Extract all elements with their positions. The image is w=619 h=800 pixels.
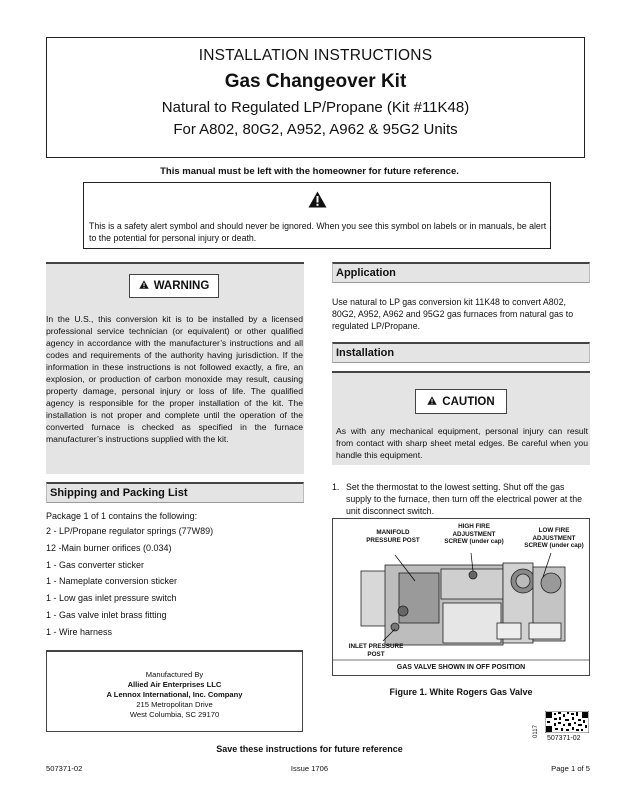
figure-footer: GAS VALVE SHOWN IN OFF POSITION: [396, 664, 526, 671]
footer-doc-number: 507371-02: [46, 764, 83, 773]
warning-triangle-icon: [308, 191, 327, 213]
list-item: 12 -Main burner orifices (0.034): [46, 542, 172, 553]
part-number: 507371-02: [547, 735, 581, 742]
list-item: 1 - Nameplate conversion sticker: [46, 576, 178, 587]
packing-intro: Package 1 of 1 contains the following:: [46, 511, 198, 521]
manufacturer-city: West Columbia, SC 29170: [129, 710, 220, 719]
list-item: 1 - Gas converter sticker: [46, 559, 145, 570]
list-item: 1 - Low gas inlet pressure switch: [46, 593, 177, 604]
list-item: 2 - LP/Propane regulator springs (77W89): [46, 526, 214, 536]
side-code: 0117: [533, 725, 539, 738]
warning-label: WARNING: [153, 280, 210, 292]
doc-title: Gas Changeover Kit: [224, 71, 407, 92]
manufacturer-street: 215 Metropolitan Drive: [136, 700, 213, 709]
low-fire-label: LOW FIRE ADJUSTMENT SCREW (under cap): [524, 527, 584, 549]
warning-triangle-icon: [427, 396, 437, 408]
qr-code-icon: [545, 711, 589, 738]
warning-triangle-icon: [139, 280, 149, 292]
high-fire-label: HIGH FIRE ADJUSTMENT SCREW (under cap): [444, 523, 504, 545]
inlet-pressure-label: INLET PRESSURE POST: [348, 643, 404, 658]
warning-signal-box: [129, 274, 219, 298]
footer-issue: Issue 1706: [290, 764, 329, 773]
installation-heading: Installation: [332, 342, 590, 363]
caution-signal-box: [415, 389, 507, 414]
step-1: [332, 481, 590, 517]
safety-alert-box: [83, 182, 551, 249]
doc-type: INSTALLATION INSTRUCTIONS: [198, 47, 433, 64]
figure-caption: Figure 1. White Rogers Gas Valve: [389, 687, 533, 697]
list-item: 1 - Wire harness: [46, 626, 113, 637]
caution-text: As with any mechanical equipment, personal injury can result from contact with sharp sheet metal edges. Be careful when you handle this equipment.: [336, 426, 588, 460]
caution-label: CAUTION: [442, 395, 495, 408]
packing-list: [46, 526, 213, 644]
manual-note: This manual must be left with the homeowner for future reference.: [160, 166, 459, 177]
doc-subtitle: Natural to Regulated LP/Propane (Kit #11K48): [161, 99, 470, 116]
warning-text: In the U.S., this conversion kit is to be installed by a licensed professional service technician (or equivalent) or other qualified agency in accordance with the manufacturer’s instructions and all codes and requirements of the authority having jurisdiction. If the information in these instructions is not followed exactly, a fire, an explosion, or production of carbon monoxide may result, causing property damage, personal injury or loss of life. The qualified agency is responsible for the proper installation of the kit. The installation is not proper and complete until the operation of the converted furnace is checked as specified in the furnace manufacturer’s instructions supplied with the kit.: [46, 314, 303, 444]
manifold-pressure-label: MANIFOLD PRESSURE POST: [366, 529, 420, 544]
application-text: Use natural to LP gas conversion kit 11K48 to convert A802, 80G2, A952, A962 and 95G2 gas furnaces from natural gas to regulated LP/Propane.: [332, 297, 574, 331]
list-item: 1 - Gas valve inlet brass fitting: [46, 609, 167, 620]
step-number: 1.: [332, 482, 340, 492]
save-note: Save these instructions for future reference: [216, 744, 403, 754]
shipping-heading: Shipping and Packing List: [46, 482, 304, 503]
application-heading: Application: [332, 262, 590, 283]
title-block: [46, 37, 585, 158]
manufacturer-intro: Manufactured By: [145, 670, 204, 679]
footer-page-number: Page 1 of 5: [551, 764, 590, 773]
manufacturer-box: [46, 650, 303, 732]
step-text: Set the thermostat to the lowest setting. Shut off the gas supply to the furnace, then turn off the electrical power at the unit disconnect switch.: [346, 482, 583, 516]
safety-alert-text: This is a safety alert symbol and should never be ignored. When you see this symbol on labels or in manuals, be alert to the potential for personal injury or death.: [89, 221, 547, 243]
manufacturer-name: Allied Air Enterprises LLC: [127, 680, 222, 689]
gas-valve-figure: [332, 518, 590, 676]
doc-units: For A802, 80G2, A952, A962 & 95G2 Units: [173, 121, 458, 138]
manufacturer-parent: A Lennox International, Inc. Company: [106, 690, 243, 699]
